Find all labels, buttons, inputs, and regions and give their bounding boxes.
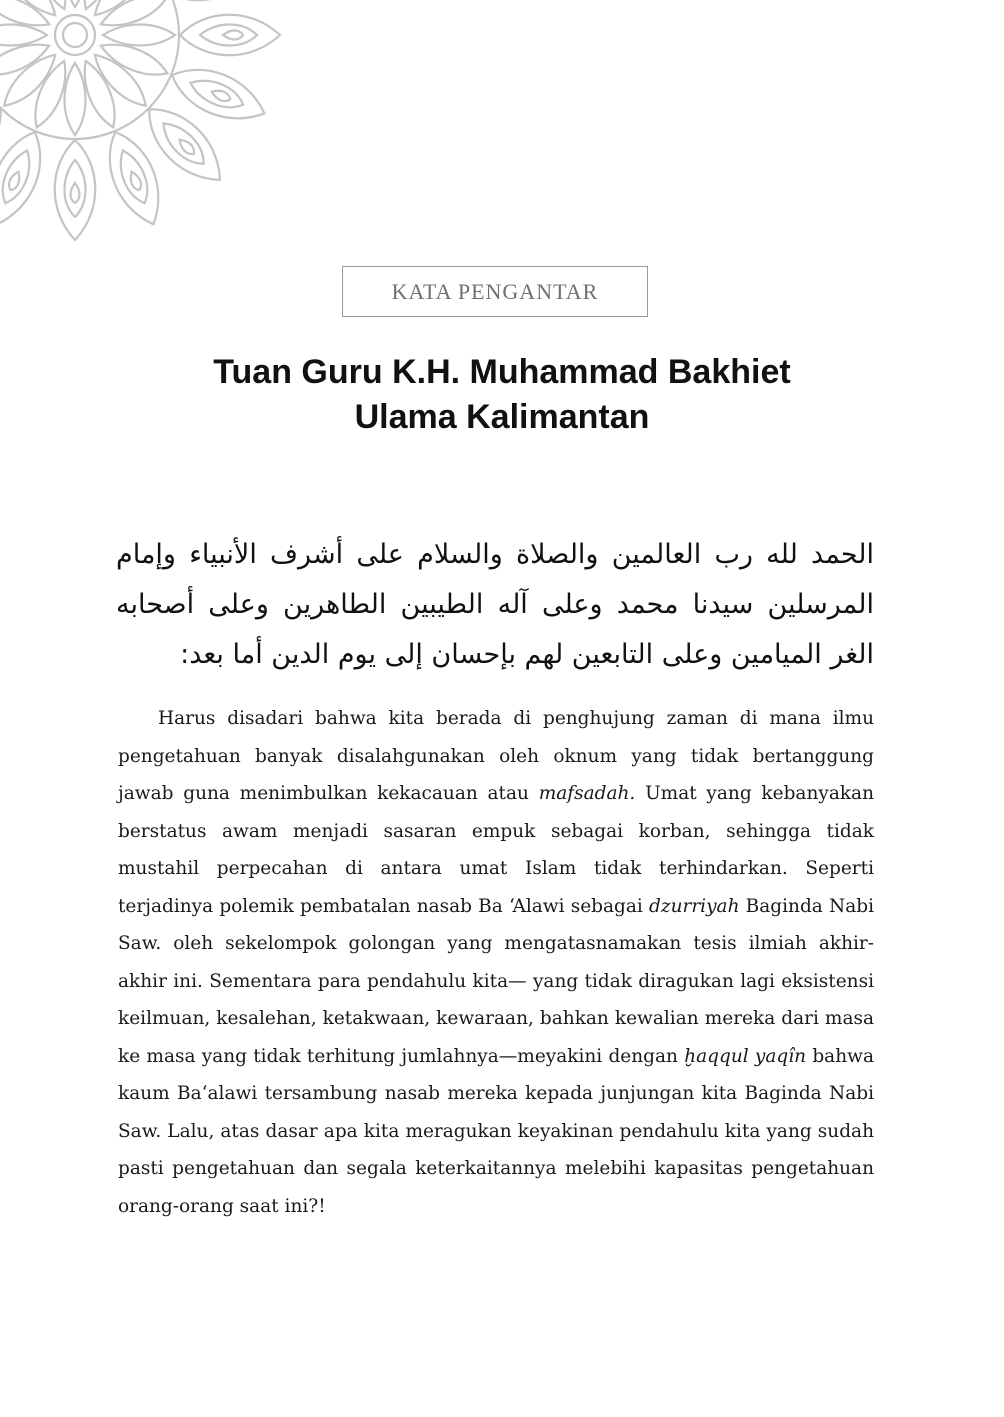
arabic-opening: الحمد لله رب العالمين والصلاة والسلام على أشرف الأنبياء وإمام المرسلين سيدنا محمد وعلى آله الطيبين الطاهرين وعلى أصحابه الغر الميامين وعلى التابعين لهم بإحسان إلى يوم الدين أما بعد:	[116, 539, 874, 670]
italic-term-haqqul-yaqin: ḫaqqul yaqîn	[684, 1045, 807, 1067]
mandala-ornament	[0, 0, 300, 260]
paragraph-text-2: Umat yang kebanyakan berstatus awam menjadi sasaran empuk sebagai korban, sehingga tidak mustahil perpecahan di antara umat Islam tidak terhindarkan. Seperti terjadinya polemik pembatalan nasab Ba ‘Alawi sebagai	[118, 783, 875, 917]
italic-term-mafsadah: mafsadah.	[538, 783, 636, 804]
title-line-1: Tuan Guru K.H. Muhammad Bakhiet	[213, 353, 791, 391]
body-paragraph	[118, 700, 874, 1225]
italic-term-dzurriyah: dzurriyah	[648, 895, 740, 917]
section-label: KATA PENGANTAR	[342, 266, 648, 317]
title-line-2: Ulama Kalimantan	[354, 398, 650, 436]
body-text	[118, 700, 874, 1225]
paragraph-text-4: bahwa kaum Ba‘alawi tersambung nasab mereka kepada junjungan kita Baginda Nabi Saw. Lalu, atas dasar apa kita meragukan keyakinan pendahulu kita yang sudah pasti pengetahuan dan segala keterkaitannya melebihi kapasitas pengetahuan orang-orang saat ini?!	[118, 1045, 874, 1217]
paragraph-text-3: Baginda Nabi Saw. oleh sekelompok golongan yang mengatasnamakan tesis ilmiah akhir-akhir ini. Sementara para pendahulu kita— yang tidak diragukan lagi eksistensi keilmuan, kesalehan, ketakwaan, kewaraan, bahkan kewalian mereka dari masa ke masa yang tidak terhitung jumlahnya—meyakini dengan	[118, 895, 874, 1067]
paragraph-text-1: Harus disadari bahwa kita berada di penghujung zaman di mana ilmu pengetahuan banyak disalahgunakan oleh oknum yang tidak bertanggung jawab guna menimbulkan kekacauan atau	[118, 708, 874, 804]
page-title	[0, 350, 1004, 440]
